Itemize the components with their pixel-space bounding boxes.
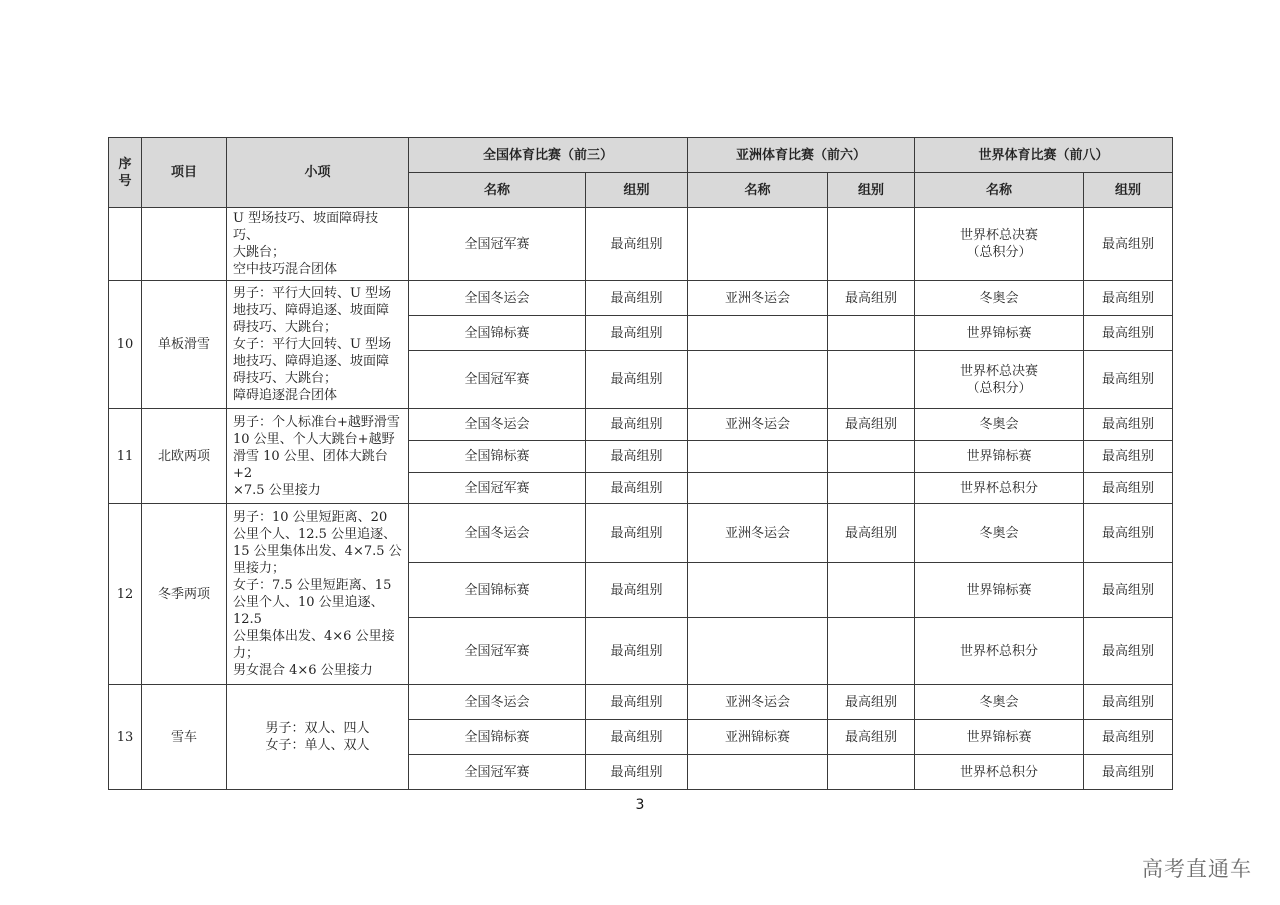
national-name: 全国冠军赛 <box>409 208 586 281</box>
world-group: 最高组别 <box>1084 316 1173 351</box>
national-group: 最高组别 <box>586 618 688 685</box>
world-group: 最高组别 <box>1084 618 1173 685</box>
asian-group: 最高组别 <box>828 504 915 563</box>
national-group: 最高组别 <box>586 281 688 316</box>
asian-name <box>688 351 828 409</box>
row-item: 北欧两项 <box>142 409 227 504</box>
asian-group <box>828 473 915 504</box>
world-name: 世界杯总积分 <box>915 755 1084 790</box>
competition-table <box>108 137 1173 790</box>
world-name: 冬奥会 <box>915 409 1084 441</box>
header-no: 序 号 <box>109 138 142 208</box>
header-asian: 亚洲体育比赛（前六） <box>688 138 915 173</box>
row-no-cell <box>109 208 142 281</box>
asian-name <box>688 316 828 351</box>
world-group: 最高组别 <box>1084 281 1173 316</box>
world-name: 冬奥会 <box>915 685 1084 720</box>
row-no: 10 <box>109 281 142 409</box>
national-group: 最高组别 <box>586 563 688 618</box>
asian-name: 亚洲锦标赛 <box>688 720 828 755</box>
world-group: 最高组别 <box>1084 208 1173 281</box>
asian-name: 亚洲冬运会 <box>688 685 828 720</box>
national-name: 全国冠军赛 <box>409 473 586 504</box>
asian-group <box>828 563 915 618</box>
national-group: 最高组别 <box>586 755 688 790</box>
sub-items: U 型场技巧、坡面障碍技巧、 大跳台； 空中技巧混合团体 <box>227 208 409 281</box>
header-sub: 小项 <box>227 138 409 208</box>
asian-group: 最高组别 <box>828 409 915 441</box>
page-number: 3 <box>635 797 645 813</box>
row-no: 13 <box>109 685 142 790</box>
header-national-group: 组别 <box>586 173 688 208</box>
world-name: 世界锦标赛 <box>915 563 1084 618</box>
asian-group <box>828 755 915 790</box>
national-name: 全国锦标赛 <box>409 316 586 351</box>
world-name: 世界杯总积分 <box>915 618 1084 685</box>
national-name: 全国冬运会 <box>409 409 586 441</box>
world-name: 世界杯总积分 <box>915 473 1084 504</box>
asian-name <box>688 208 828 281</box>
national-name: 全国冬运会 <box>409 281 586 316</box>
world-group: 最高组别 <box>1084 685 1173 720</box>
asian-group: 最高组别 <box>828 281 915 316</box>
national-group: 最高组别 <box>586 316 688 351</box>
asian-name <box>688 563 828 618</box>
national-name: 全国冬运会 <box>409 685 586 720</box>
world-group: 最高组别 <box>1084 720 1173 755</box>
world-group: 最高组别 <box>1084 409 1173 441</box>
table-row <box>109 281 1173 316</box>
asian-group: 最高组别 <box>828 685 915 720</box>
world-name: 冬奥会 <box>915 281 1084 316</box>
national-group: 最高组别 <box>586 409 688 441</box>
asian-group <box>828 441 915 473</box>
national-group: 最高组别 <box>586 720 688 755</box>
world-group: 最高组别 <box>1084 473 1173 504</box>
world-group: 最高组别 <box>1084 351 1173 409</box>
table-row <box>109 208 1173 281</box>
asian-group: 最高组别 <box>828 720 915 755</box>
asian-name <box>688 473 828 504</box>
header-item: 项目 <box>142 138 227 208</box>
asian-name <box>688 755 828 790</box>
table-row <box>109 409 1173 441</box>
national-name: 全国冠军赛 <box>409 351 586 409</box>
header-asian-group: 组别 <box>828 173 915 208</box>
national-name: 全国锦标赛 <box>409 563 586 618</box>
row-no: 11 <box>109 409 142 504</box>
national-name: 全国冠军赛 <box>409 618 586 685</box>
world-group: 最高组别 <box>1084 504 1173 563</box>
world-name: 世界锦标赛 <box>915 720 1084 755</box>
world-name: 世界杯总决赛 （总积分） <box>915 351 1084 409</box>
world-name: 世界锦标赛 <box>915 441 1084 473</box>
header-world: 世界体育比赛（前八） <box>915 138 1173 173</box>
sub-items: 男子：个人标准台+越野滑雪 10 公里、个人大跳台+越野 滑雪 10 公里、团体大跳台+2 ×7.5 公里接力 <box>227 409 409 504</box>
world-group: 最高组别 <box>1084 563 1173 618</box>
header-asian-name: 名称 <box>688 173 828 208</box>
header-world-name: 名称 <box>915 173 1084 208</box>
asian-group <box>828 208 915 281</box>
asian-name: 亚洲冬运会 <box>688 409 828 441</box>
asian-name <box>688 441 828 473</box>
national-group: 最高组别 <box>586 351 688 409</box>
table-row <box>109 685 1173 720</box>
sub-items: 男子：10 公里短距离、20 公里个人、12.5 公里追逐、 15 公里集体出发、4×7.5 公 里接力； 女子：7.5 公里短距离、15 公里个人、10 公里追逐、12.5 公里集体出发、4×6 公里接 力； 男女混合 4×6 公里接力 <box>227 504 409 685</box>
row-item: 冬季两项 <box>142 504 227 685</box>
header-national: 全国体育比赛（前三） <box>409 138 688 173</box>
world-name: 世界锦标赛 <box>915 316 1084 351</box>
national-group: 最高组别 <box>586 504 688 563</box>
table-row <box>109 504 1173 563</box>
world-name: 冬奥会 <box>915 504 1084 563</box>
row-item-cell <box>142 208 227 281</box>
national-group: 最高组别 <box>586 441 688 473</box>
row-item: 雪车 <box>142 685 227 790</box>
header-national-name: 名称 <box>409 173 586 208</box>
world-name: 世界杯总决赛 （总积分） <box>915 208 1084 281</box>
sub-items: 男子：双人、四人 女子：单人、双人 <box>227 685 409 790</box>
asian-name: 亚洲冬运会 <box>688 281 828 316</box>
national-name: 全国冬运会 <box>409 504 586 563</box>
national-name: 全国锦标赛 <box>409 441 586 473</box>
national-group: 最高组别 <box>586 473 688 504</box>
national-group: 最高组别 <box>586 685 688 720</box>
header-world-group: 组别 <box>1084 173 1173 208</box>
national-group: 最高组别 <box>586 208 688 281</box>
asian-name <box>688 618 828 685</box>
world-group: 最高组别 <box>1084 441 1173 473</box>
national-name: 全国锦标赛 <box>409 720 586 755</box>
asian-name: 亚洲冬运会 <box>688 504 828 563</box>
national-name: 全国冠军赛 <box>409 755 586 790</box>
sub-items: 男子：平行大回转、U 型场 地技巧、障碍追逐、坡面障 碍技巧、大跳台； 女子：平行大回转、U 型场 地技巧、障碍追逐、坡面障 碍技巧、大跳台； 障碍追逐混合团体 <box>227 281 409 409</box>
row-no: 12 <box>109 504 142 685</box>
watermark: 高考直通车 <box>1142 857 1252 881</box>
world-group: 最高组别 <box>1084 755 1173 790</box>
asian-group <box>828 316 915 351</box>
asian-group <box>828 351 915 409</box>
asian-group <box>828 618 915 685</box>
row-item: 单板滑雪 <box>142 281 227 409</box>
